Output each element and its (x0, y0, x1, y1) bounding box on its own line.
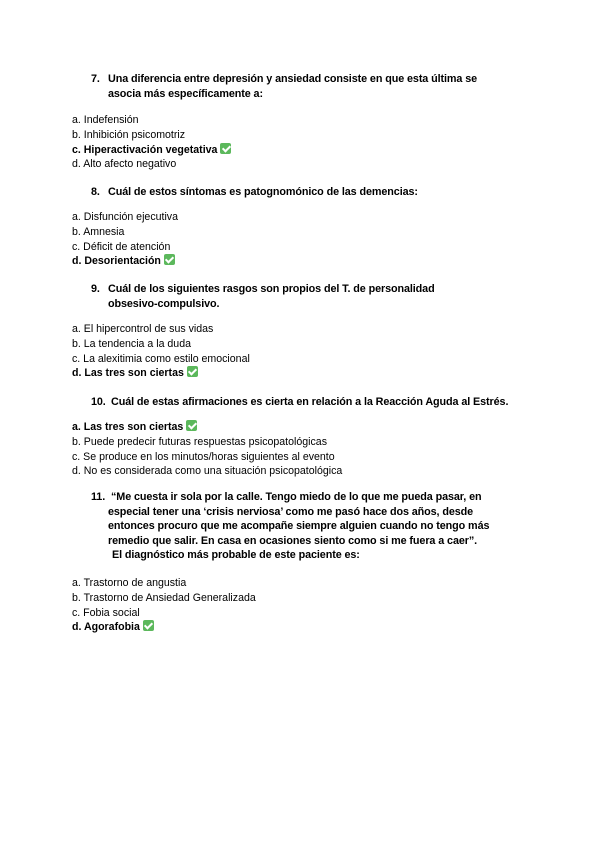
option-d-correct (72, 366, 542, 381)
option-text: d. Las tres son ciertas (72, 367, 184, 380)
check-mark-icon (164, 254, 175, 265)
option-text: b. La tendencia a la duda (72, 337, 191, 350)
option-text: c. Hiperactivación vegetativa (72, 143, 218, 156)
option-text: a. Indefensión (72, 114, 139, 126)
option-text: b. Puede predecir futuras respuestas psicopatológicas (72, 435, 327, 448)
option-text: c. Déficit de atención (72, 240, 171, 253)
check-mark-icon (187, 366, 198, 377)
question-text-line: obsesivo-compulsivo. (108, 297, 220, 310)
check-mark-icon (143, 620, 154, 631)
question-text-line: Cuál de los siguientes rasgos son propios del T. de personalidad (108, 283, 435, 295)
option-text: a. Trastorno de angustia (72, 577, 187, 589)
option-a (72, 322, 542, 337)
question-number: 10. (91, 396, 106, 408)
options-question-8 (72, 210, 542, 269)
option-b (72, 225, 542, 240)
option-text: b. Trastorno de Ansiedad Generalizada (72, 591, 256, 604)
option-text: d. Desorientación (72, 255, 161, 268)
option-a (72, 113, 542, 128)
question-text-line (91, 490, 536, 505)
option-text: c. Se produce en los minutos/horas siguientes al evento (72, 450, 335, 463)
question-number: 11. (91, 491, 106, 503)
question-text-line: entonces procuro que me acompañe siempre alguien cuando no tengo más (108, 520, 490, 533)
option-a (72, 210, 542, 225)
question-text-line: Cuál de estos síntomas es patognomónico de las demencias: (108, 186, 418, 198)
question-text-line: remedio que salir. En casa en ocasiones siento como si me fuera a caer”. (108, 534, 478, 547)
option-c (72, 450, 542, 465)
question-8 (91, 185, 531, 200)
question-text-line: Cuál de estas afirmaciones es cierta en relación a la Reacción Aguda al Estrés. (111, 396, 509, 408)
option-text: b. Amnesia (72, 225, 125, 238)
options-question-11 (72, 576, 542, 635)
question-7 (91, 72, 531, 101)
options-question-7 (72, 113, 542, 172)
option-a (72, 576, 542, 591)
question-number: 9. (91, 283, 100, 295)
question-text: “Me cuesta ir sola por la calle. Tengo miedo de lo que me pueda pasar, en (111, 491, 482, 503)
option-text: d. No es considerada como una situación psicopatológica (72, 465, 343, 478)
option-c-correct (72, 143, 542, 158)
option-d-correct (72, 620, 542, 635)
option-c (72, 352, 542, 367)
question-11 (91, 490, 536, 563)
option-text: d. Alto afecto negativo (72, 158, 177, 171)
option-text: b. Inhibición psicomotriz (72, 128, 186, 141)
question-text-line: El diagnóstico más probable de este paciente es: (112, 549, 360, 562)
option-c (72, 240, 542, 255)
option-text: c. Fobia social (72, 606, 140, 619)
question-9 (91, 282, 531, 311)
option-b (72, 337, 542, 352)
option-b (72, 435, 542, 450)
check-mark-icon (186, 420, 197, 431)
option-b (72, 128, 542, 143)
option-text: d. Agorafobia (72, 621, 140, 634)
option-c (72, 606, 542, 621)
option-a-correct (72, 420, 542, 435)
options-question-9 (72, 322, 542, 381)
option-text: a. Disfunción ejecutiva (72, 211, 178, 223)
option-d-correct (72, 254, 542, 269)
question-text-line: asocia más específicamente a: (108, 87, 263, 100)
question-text-line: especial tener una ‘crisis nerviosa’ como me pasó hace dos años, desde (108, 505, 474, 518)
options-question-10 (72, 420, 542, 479)
option-b (72, 591, 542, 606)
option-text: c. La alexitimia como estilo emocional (72, 352, 250, 365)
question-number: 7. (91, 73, 100, 85)
option-text: a. Las tres son ciertas (72, 421, 184, 433)
question-number: 8. (91, 186, 100, 198)
question-10 (91, 395, 531, 410)
option-text: a. El hipercontrol de sus vidas (72, 323, 214, 335)
question-text-line: Una diferencia entre depresión y ansiedad consiste en que esta última se (108, 73, 478, 85)
check-mark-icon (220, 143, 231, 154)
option-d (72, 157, 542, 172)
option-d (72, 464, 542, 479)
